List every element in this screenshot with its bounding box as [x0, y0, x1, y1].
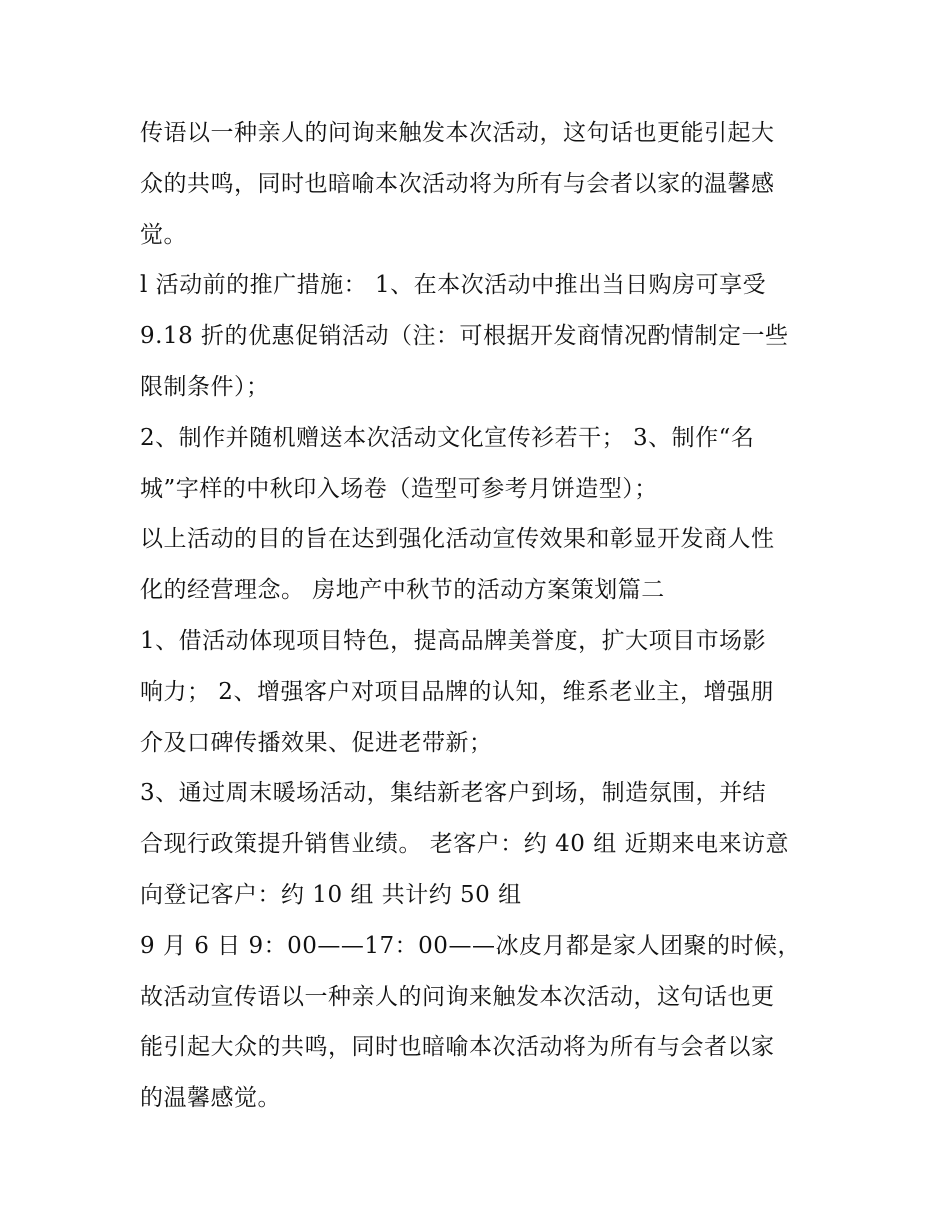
text-line: 合现行政策提升销售业绩。 老客户：约 40 组 近期来电来访意 — [140, 831, 790, 858]
document-body-text — [140, 108, 820, 1124]
text-line: 的温馨感觉。 — [140, 1085, 281, 1112]
text-line: 能引起大众的共鸣，同时也暗喻本次活动将为所有与会者以家 — [140, 1034, 775, 1061]
text-line: 故活动宣传语以一种亲人的问询来触发本次活动，这句话也更 — [140, 983, 775, 1010]
text-line: 觉。 — [140, 221, 187, 248]
text-line: 9 月 6 日 9：00——17：00——冰皮月都是家人团聚的时候， — [140, 932, 801, 959]
text-line: 向登记客户：约 10 组 共计约 50 组 — [140, 881, 522, 908]
text-line: 化的经营理念。 房地产中秋节的活动方案策划篇二 — [140, 577, 665, 604]
text-line: 限制条件）； — [140, 373, 270, 400]
text-line: 9.18 折的优惠促销活动（注：可根据开发商情况酌情制定一些 — [140, 323, 789, 350]
text-line: 城”字样的中秋印入场卷（造型可参考月饼造型）； — [140, 475, 658, 502]
text-line: 响力； 2、增强客户对项目品牌的认知，维系老业主，增强朋 — [140, 678, 774, 705]
text-line: 众的共鸣，同时也暗喻本次活动将为所有与会者以家的温馨感 — [140, 170, 775, 197]
text-line: l 活动前的推广措施： 1、在本次活动中推出当日购房可享受 — [140, 272, 767, 299]
text-line: 介及口碑传播效果、促进老带新； — [140, 729, 493, 756]
text-line: 3、通过周末暖场活动，集结新老客户到场，制造氛围，并结 — [140, 780, 767, 807]
text-line: 传语以一种亲人的问询来触发本次活动，这句话也更能引起大 — [140, 120, 775, 146]
text-line: 1、借活动体现项目特色，提高品牌美誉度，扩大项目市场影 — [140, 627, 767, 654]
text-line: 以上活动的目的旨在达到强化活动宣传效果和彰显开发商人性 — [140, 526, 775, 553]
text-line: 2、制作并随机赠送本次活动文化宣传衫若干； 3、制作“名 — [140, 424, 755, 451]
